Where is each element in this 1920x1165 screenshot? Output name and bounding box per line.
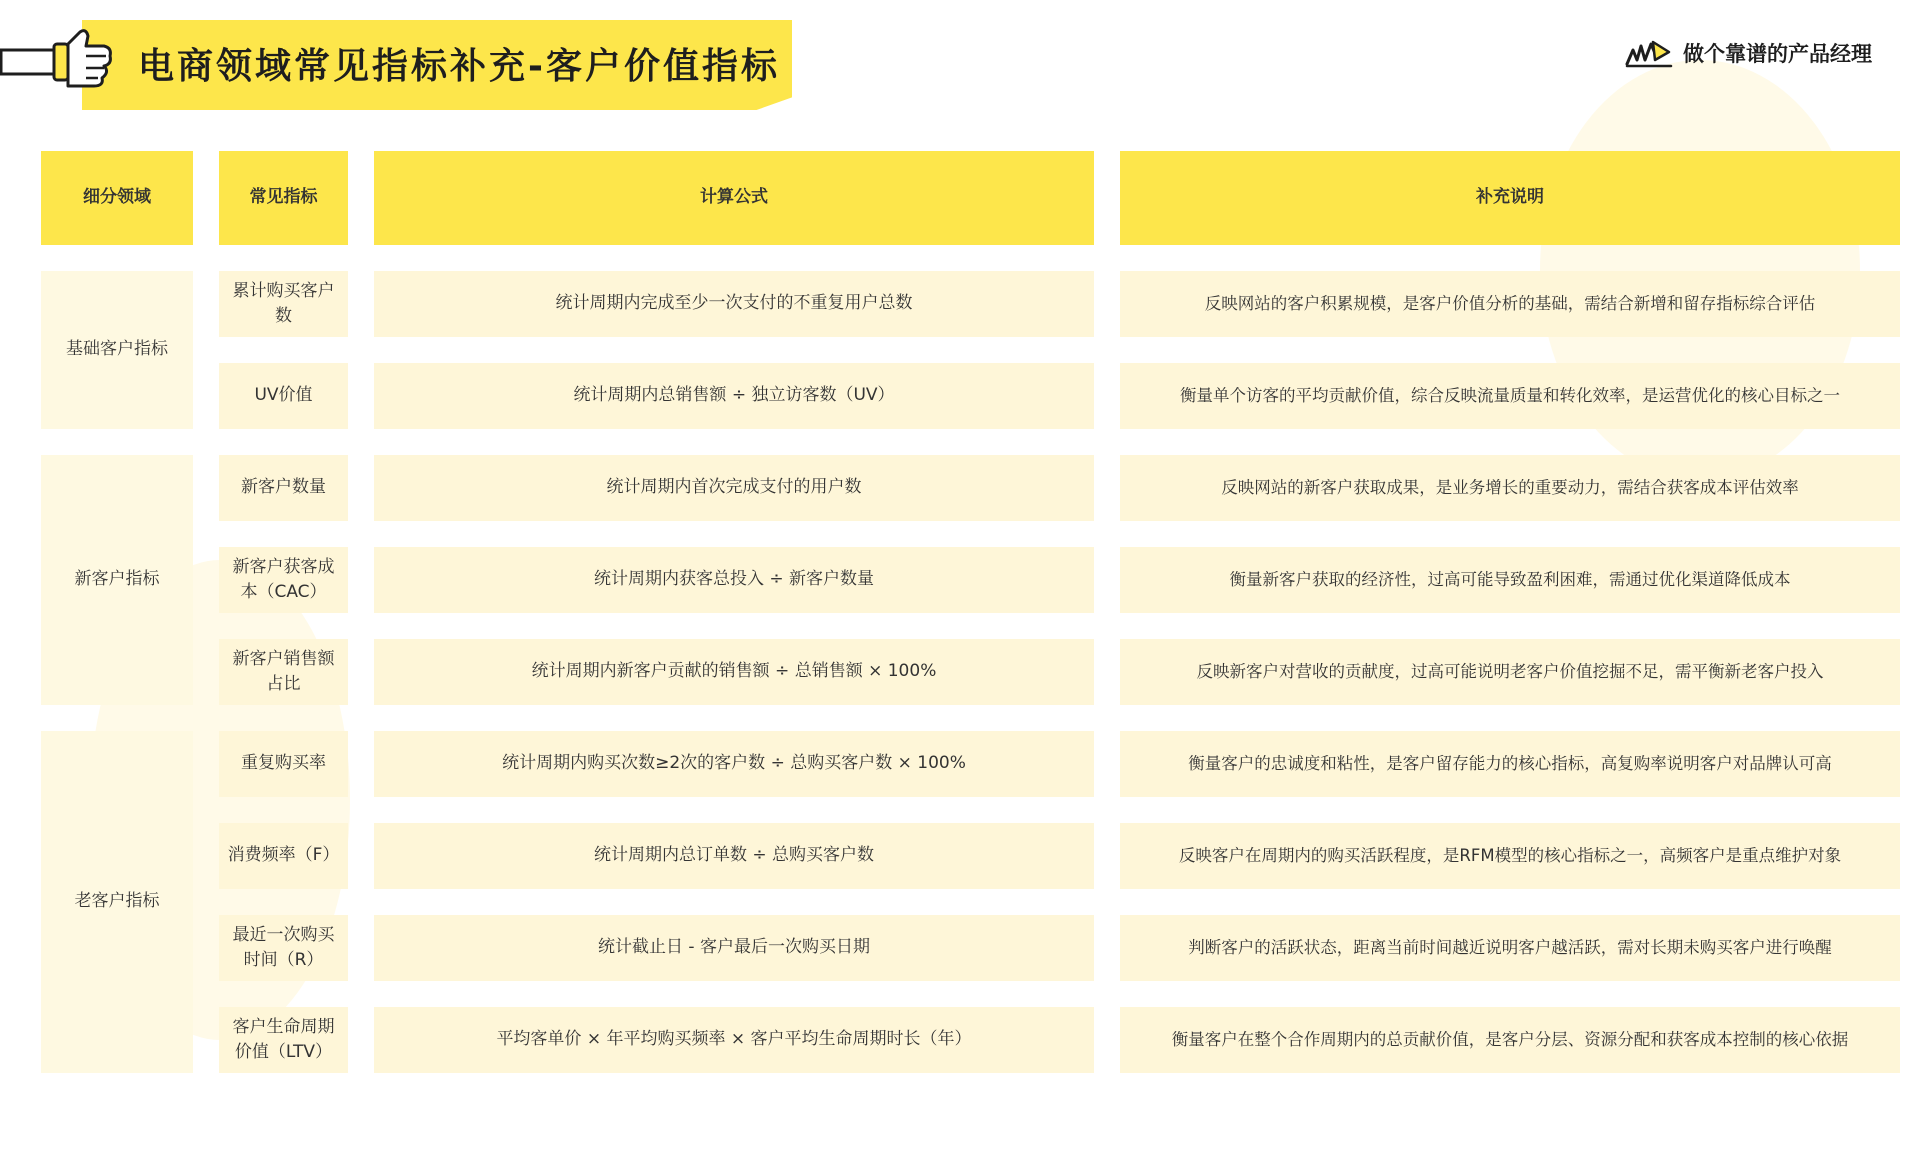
metric-cell: 累计购买客户数 [219,271,348,337]
category-cell-new: 新客户指标 [41,455,193,705]
note-cell: 衡量单个访客的平均贡献价值，综合反映流量质量和转化效率，是运营优化的核心目标之一 [1120,363,1900,429]
pointing-hand-icon [0,28,115,98]
header-cell-metric: 常见指标 [219,151,348,245]
formula-cell: 统计截止日 - 客户最后一次购买日期 [374,915,1094,981]
brand [1625,38,1872,68]
formula-cell: 统计周期内完成至少一次支付的不重复用户总数 [374,271,1094,337]
formula-cell: 统计周期内购买次数≥2次的客户数 ÷ 总购买客户数 × 100% [374,731,1094,797]
note-cell: 衡量新客户获取的经济性，过高可能导致盈利困难，需通过优化渠道降低成本 [1120,547,1900,613]
brand-name: 做个靠谱的产品经理 [1683,42,1872,66]
note-cell: 反映网站的新客户获取成果，是业务增长的重要动力，需结合获客成本评估效率 [1120,455,1900,521]
metric-cell: 最近一次购买时间（R） [219,915,348,981]
note-cell: 反映新客户对营收的贡献度，过高可能说明老客户价值挖掘不足，需平衡新老客户投入 [1120,639,1900,705]
page-title: 电商领域常见指标补充-客户价值指标 [138,46,780,87]
formula-cell: 统计周期内新客户贡献的销售额 ÷ 总销售额 × 100% [374,639,1094,705]
metric-cell: 新客户销售额占比 [219,639,348,705]
note-cell: 判断客户的活跃状态，距离当前时间越近说明客户越活跃，需对长期未购买客户进行唤醒 [1120,915,1900,981]
formula-cell: 统计周期内总销售额 ÷ 独立访客数（UV） [374,363,1094,429]
formula-cell: 统计周期内获客总投入 ÷ 新客户数量 [374,547,1094,613]
header-cell-formula: 计算公式 [374,151,1094,245]
metric-cell: 新客户获客成本（CAC） [219,547,348,613]
formula-cell: 统计周期内首次完成支付的用户数 [374,455,1094,521]
category-cell-basic: 基础客户指标 [41,271,193,429]
metric-cell: 新客户数量 [219,455,348,521]
brand-logo-icon [1625,38,1673,68]
header-cell-domain: 细分领域 [41,151,193,245]
formula-cell: 统计周期内总订单数 ÷ 总购买客户数 [374,823,1094,889]
metrics-table [41,151,1900,1165]
header-cell-note: 补充说明 [1120,151,1900,245]
metric-cell: UV价值 [219,363,348,429]
note-cell: 衡量客户在整个合作周期内的总贡献价值，是客户分层、资源分配和获客成本控制的核心依据 [1120,1007,1900,1073]
metric-cell: 客户生命周期价值（LTV） [219,1007,348,1073]
note-cell: 反映网站的客户积累规模，是客户价值分析的基础，需结合新增和留存指标综合评估 [1120,271,1900,337]
formula-cell: 平均客单价 × 年平均购买频率 × 客户平均生命周期时长（年） [374,1007,1094,1073]
metric-cell: 消费频率（F） [219,823,348,889]
metric-cell: 重复购买率 [219,731,348,797]
note-cell: 衡量客户的忠诚度和粘性，是客户留存能力的核心指标，高复购率说明客户对品牌认可高 [1120,731,1900,797]
category-cell-returning: 老客户指标 [41,731,193,1073]
note-cell: 反映客户在周期内的购买活跃程度，是RFM模型的核心指标之一，高频客户是重点维护对象 [1120,823,1900,889]
